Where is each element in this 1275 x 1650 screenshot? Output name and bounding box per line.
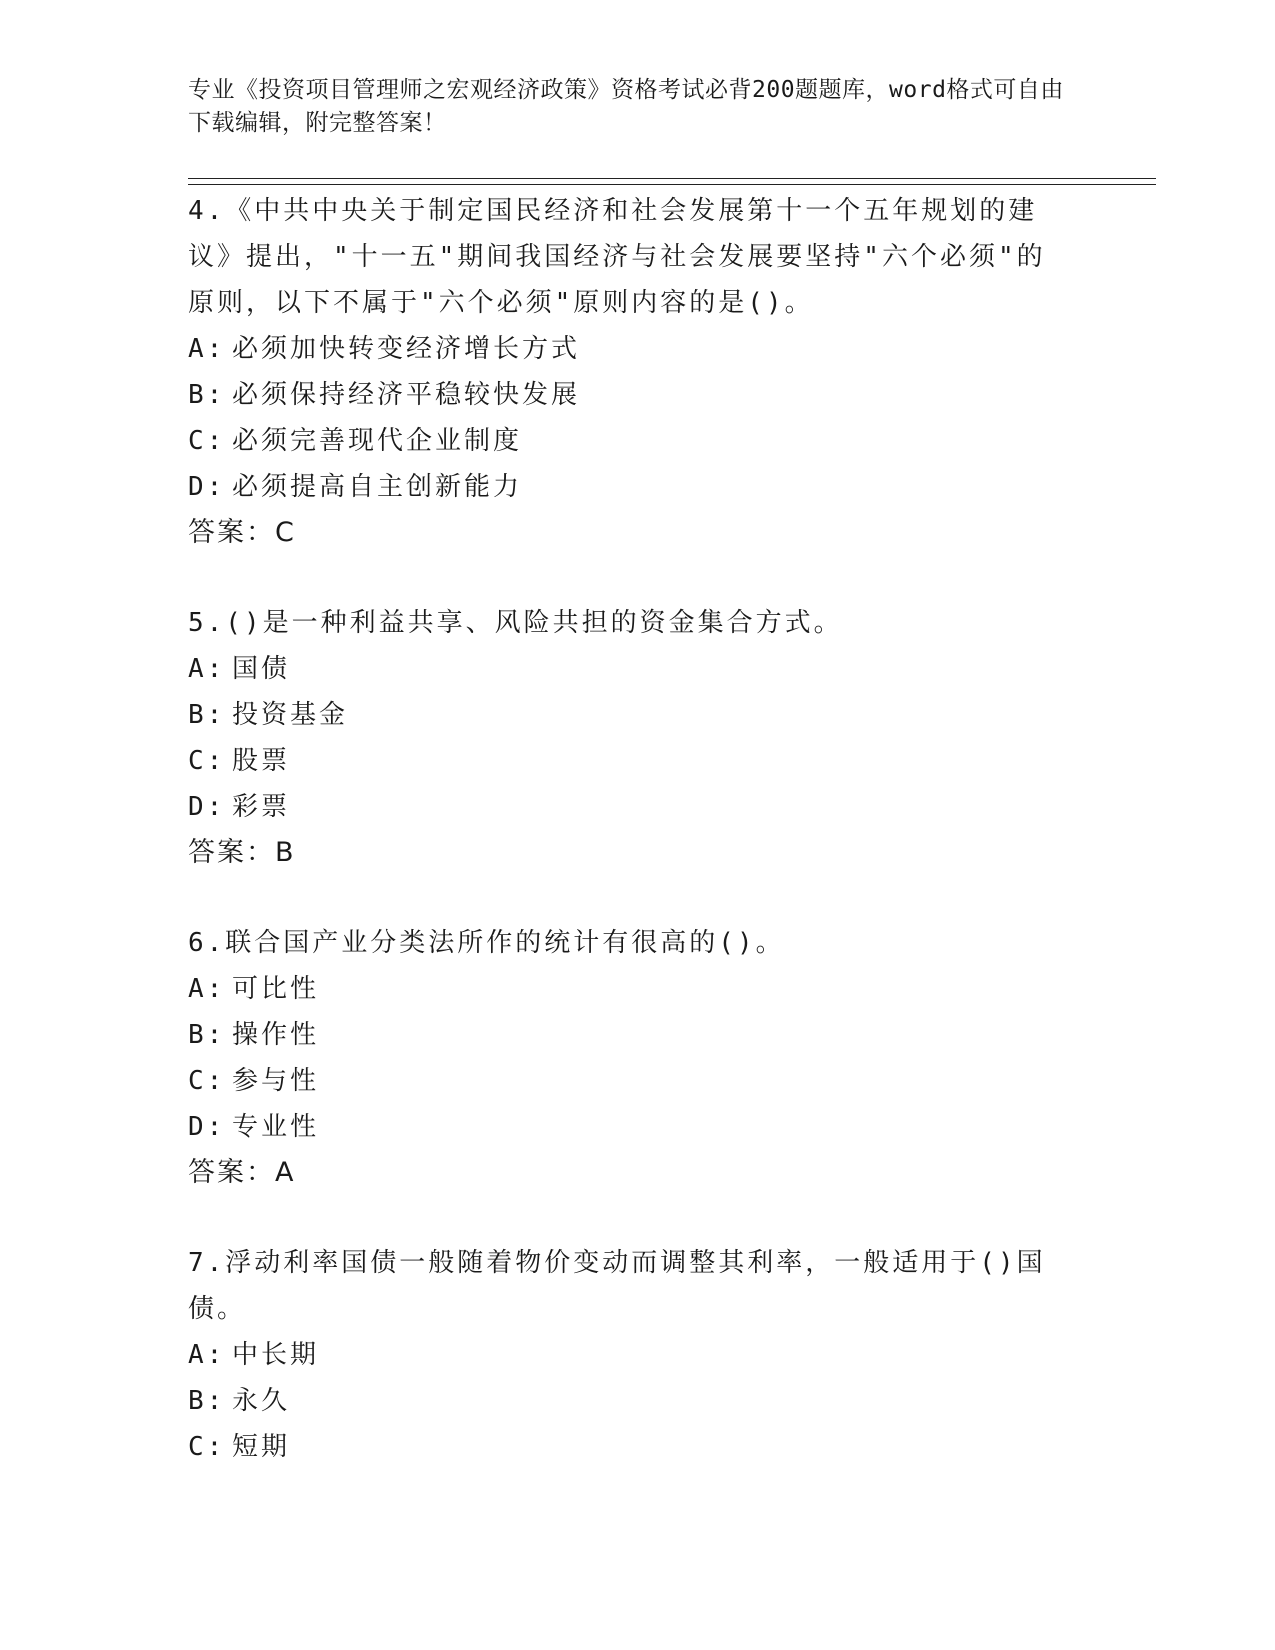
question-list [188, 188, 1068, 1514]
option-text: 必须完善现代企业制度 [232, 426, 523, 456]
option-b [188, 692, 1068, 738]
option-text: 中长期 [232, 1340, 320, 1370]
option-text: 国债 [232, 654, 291, 684]
option-key: D: [188, 472, 226, 502]
question-text: 4.《中共中央关于制定国民经济和社会发展第十一个五年规划的建议》提出，"十一五"期间我国经济与社会发展要坚持"六个必须"的原则，以下不属于"六个必须"原则内容的是()。 [188, 196, 1046, 318]
option-key: C: [188, 746, 226, 776]
option-text: 可比性 [232, 974, 320, 1004]
option-key: A: [188, 974, 226, 1004]
header-divider-bottom [188, 184, 1156, 185]
option-key: B: [188, 1386, 226, 1416]
option-text: 参与性 [232, 1066, 320, 1096]
option-key: D: [188, 792, 226, 822]
option-b [188, 372, 1068, 418]
question-text: 6.联合国产业分类法所作的统计有很高的()。 [188, 928, 785, 958]
option-text: 必须加快转变经济增长方式 [232, 334, 581, 364]
option-key: B: [188, 380, 226, 410]
option-c [188, 1058, 1068, 1104]
option-a [188, 966, 1068, 1012]
question-text: 7.浮动利率国债一般随着物价变动而调整其利率，一般适用于()国债。 [188, 1248, 1046, 1324]
option-a [188, 646, 1068, 692]
option-text: 必须保持经济平稳较快发展 [232, 380, 581, 410]
option-text: 操作性 [232, 1020, 320, 1050]
question-5 [188, 600, 1068, 876]
option-text: 永久 [232, 1386, 291, 1416]
answer-line: 答案：C [188, 517, 296, 548]
option-d [188, 464, 1068, 510]
answer-line: 答案：B [188, 837, 296, 868]
option-key: C: [188, 1432, 226, 1462]
header-divider-top [188, 178, 1156, 179]
option-text: 必须提高自主创新能力 [232, 472, 523, 502]
option-b [188, 1012, 1068, 1058]
option-key: B: [188, 700, 226, 730]
option-key: C: [188, 426, 226, 456]
option-d [188, 1104, 1068, 1150]
option-c [188, 738, 1068, 784]
option-c [188, 418, 1068, 464]
option-c [188, 1424, 1068, 1470]
header-intro-text: 专业《投资项目管理师之宏观经济政策》资格考试必背200题题库，word格式可自由下载编辑，附完整答案！ [188, 77, 1064, 136]
option-text: 彩票 [232, 792, 291, 822]
option-a [188, 326, 1068, 372]
option-text: 专业性 [232, 1112, 320, 1142]
answer-line: 答案：A [188, 1157, 296, 1188]
option-key: A: [188, 654, 226, 684]
option-key: A: [188, 1340, 226, 1370]
question-4 [188, 188, 1068, 556]
option-b [188, 1378, 1068, 1424]
option-key: D: [188, 1112, 226, 1142]
option-key: A: [188, 334, 226, 364]
option-a [188, 1332, 1068, 1378]
question-text: 5.()是一种利益共享、风险共担的资金集合方式。 [188, 608, 843, 638]
option-key: B: [188, 1020, 226, 1050]
document-header [188, 74, 1068, 140]
option-text: 投资基金 [232, 700, 349, 730]
option-text: 股票 [232, 746, 291, 776]
question-6 [188, 920, 1068, 1196]
option-key: C: [188, 1066, 226, 1096]
option-d [188, 784, 1068, 830]
option-text: 短期 [232, 1432, 291, 1462]
question-7 [188, 1240, 1068, 1470]
